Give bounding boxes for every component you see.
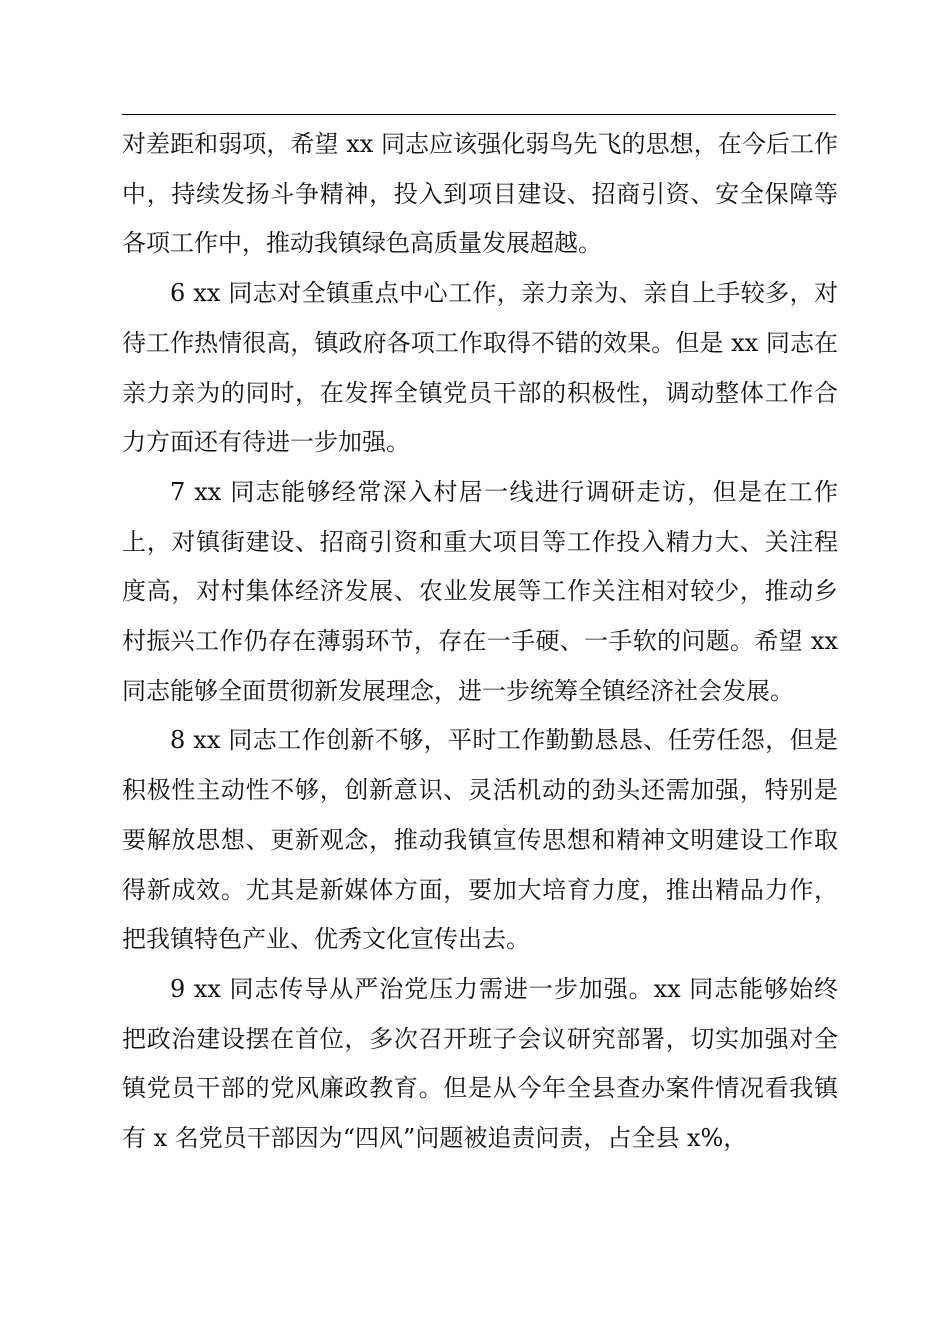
document-body xyxy=(122,120,838,1164)
paragraph-continuation: 对差距和弱项，希望 xx 同志应该强化弱鸟先飞的思想，在今后工作中，持续发扬斗争精神，投入到项目建设、招商引资、安全保障等各项工作中，推动我镇绿色高质量发展超越。 xyxy=(122,130,838,258)
paragraph-item-7: 7 xx 同志能够经常深入村居一线进行调研走访，但是在工作上，对镇街建设、招商引资和重大项目等工作投入精力大、关注程度高，对村集体经济发展、农业发展等工作关注相对较少，推动乡村振兴工作仍存在薄弱环节，存在一手硬、一手软的问题。希望 xx 同志能够全面贯彻新发展理念，进一步统筹全镇经济社会发展。 xyxy=(122,477,838,705)
paragraph-item-8: 8 xx 同志工作创新不够，平时工作勤勤恳恳、任劳任怨，但是积极性主动性不够，创新意识、灵活机动的劲头还需加强，特别是要解放思想、更新观念，推动我镇宣传思想和精神文明建设工作取得新成效。尤其是新媒体方面，要加大培育力度，推出精品力作，把我镇特色产业、优秀文化宣传出去。 xyxy=(122,726,838,954)
paragraph-item-6: 6 xx 同志对全镇重点中心工作，亲力亲为、亲自上手较多，对待工作热情很高，镇政府各项工作取得不错的效果。但是 xx 同志在亲力亲为的同时，在发挥全镇党员干部的积极性，调动整体工作合力方面还有待进一步加强。 xyxy=(122,279,838,457)
header-rule xyxy=(122,114,836,115)
paragraph-item-9: 9 xx 同志传导从严治党压力需进一步加强。xx 同志能够始终把政治建设摆在首位，多次召开班子会议研究部署，切实加强对全镇党员干部的党风廉政教育。但是从今年全县查办案件情况看我镇有 x 名党员干部因为“四风”问题被追责问责，占全县 x%， xyxy=(122,974,838,1153)
